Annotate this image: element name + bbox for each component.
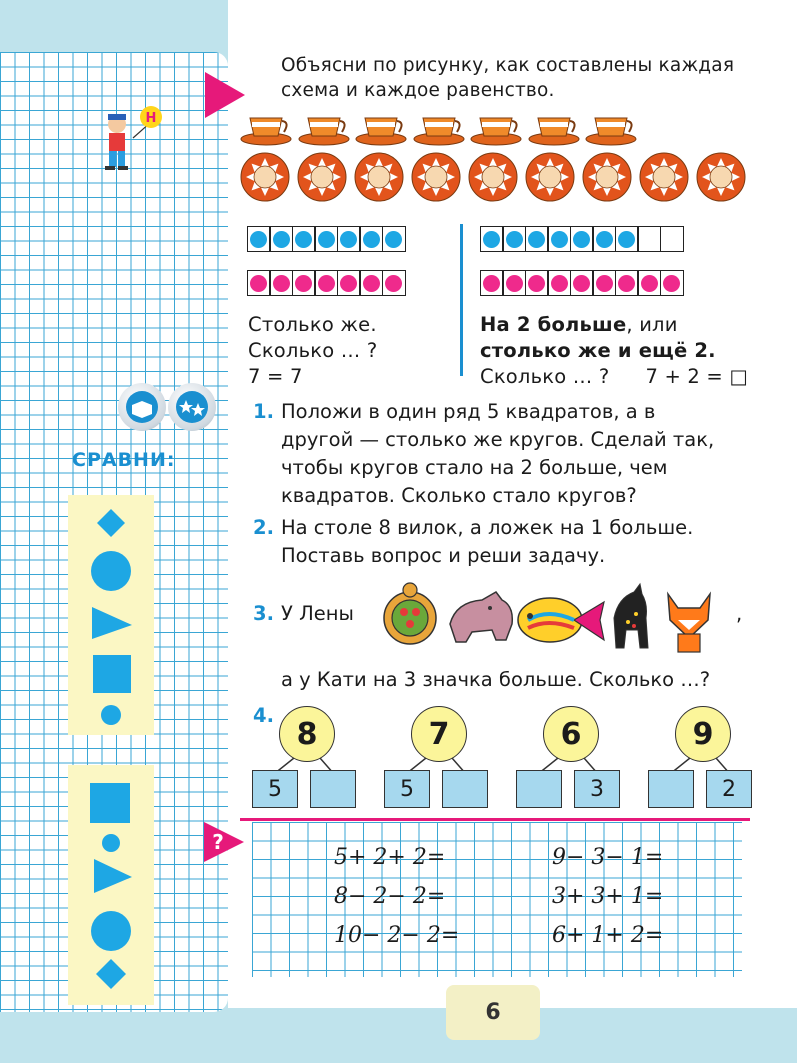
teacup-icon xyxy=(240,110,293,146)
scheme-dot xyxy=(250,275,267,292)
scheme-cell xyxy=(615,226,639,252)
expression-right-3: 6+ 1+ 2= xyxy=(552,923,664,948)
plate-icon xyxy=(240,152,290,202)
boy-with-balloon-icon xyxy=(95,100,165,180)
task-1-line-4: квадратов. Сколько стало кругов? xyxy=(281,484,637,507)
task-1-line-1: Положи в один ряд 5 квадратов, а в xyxy=(281,400,656,423)
scheme-cell xyxy=(592,270,616,296)
scheme-cell xyxy=(359,270,383,296)
tree-left-box[interactable] xyxy=(516,770,562,808)
scheme-dot xyxy=(506,275,523,292)
task-1-line-2: другой — столько же кругов. Сделай так, xyxy=(281,428,715,451)
rhino-badge-icon xyxy=(450,592,512,642)
page-number: 6 xyxy=(446,985,540,1040)
task-1-number: 1. xyxy=(253,400,274,423)
right-caption-bold-1: На 2 больше xyxy=(480,313,627,336)
tree-right-box[interactable] xyxy=(310,770,356,808)
scheme-dot xyxy=(273,231,290,248)
scheme-dot xyxy=(506,231,523,248)
intro-line-2: схема и каждое равенство. xyxy=(281,80,555,101)
plate-icon xyxy=(411,152,461,202)
scheme-dot xyxy=(295,231,312,248)
right-caption-rest-1: , или xyxy=(626,313,678,336)
scheme-cell xyxy=(502,226,526,252)
task-4-number-text: 4. xyxy=(253,704,274,727)
task-3-comma: , xyxy=(736,602,743,625)
square-shape xyxy=(90,783,130,823)
scheme-cell xyxy=(547,270,571,296)
triangle-shape xyxy=(92,607,132,639)
tree-top-number: 6 xyxy=(543,706,599,762)
horse-badge-icon xyxy=(614,584,648,648)
scheme-cell xyxy=(314,226,338,252)
pink-divider xyxy=(240,818,750,821)
book-icon xyxy=(118,383,166,431)
plate-icon xyxy=(468,152,518,202)
scheme-cell xyxy=(660,226,684,252)
pink-triangle-marker xyxy=(205,72,245,118)
scheme-cell xyxy=(247,270,271,296)
scheme-cell xyxy=(480,270,504,296)
scheme-cell xyxy=(570,270,594,296)
plate-icon xyxy=(639,152,689,202)
teacup-icon xyxy=(413,110,466,146)
expression-left-2: 8− 2− 2= xyxy=(334,884,446,909)
scheme-cell xyxy=(337,270,361,296)
task-3 xyxy=(253,600,354,628)
scheme-dot xyxy=(318,231,335,248)
left-scheme-caption xyxy=(248,312,377,390)
task-2-line-2: Поставь вопрос и реши задачу. xyxy=(281,544,606,567)
right-blue-dots-row xyxy=(481,226,684,252)
scheme-separator xyxy=(460,224,463,376)
tree-right-box[interactable]: 2 xyxy=(706,770,752,808)
scheme-cell xyxy=(660,270,684,296)
scheme-cell xyxy=(292,226,316,252)
scheme-dot xyxy=(573,275,590,292)
answer-grid xyxy=(252,822,742,977)
right-caption-question: Сколько … ? xyxy=(480,365,610,388)
right-scheme-caption xyxy=(480,312,750,390)
scheme-dot xyxy=(528,275,545,292)
scheme-dot xyxy=(483,275,500,292)
tree-left-box[interactable]: 5 xyxy=(252,770,298,808)
scheme-dot xyxy=(385,275,402,292)
scheme-dot xyxy=(618,275,635,292)
right-pink-dots-row xyxy=(481,270,684,296)
left-blue-dots-row xyxy=(248,226,406,252)
intro-text xyxy=(281,53,751,103)
left-pink-dots-row xyxy=(248,270,406,296)
teacup-icon xyxy=(585,110,638,146)
turtle-badge-icon xyxy=(384,583,436,644)
small-circle-shape xyxy=(102,834,120,852)
scheme-dot xyxy=(551,231,568,248)
scheme-dot xyxy=(618,231,635,248)
scheme-dot xyxy=(528,231,545,248)
scheme-cell xyxy=(292,270,316,296)
tree-top-number: 8 xyxy=(279,706,335,762)
right-caption-bold-2: столько же и ещё 2. xyxy=(480,339,716,362)
teacup-icon xyxy=(355,110,408,146)
scheme-dot xyxy=(363,231,380,248)
scheme-cell xyxy=(269,226,293,252)
expression-right-1: 9− 3− 1= xyxy=(552,845,664,870)
tree-top-number: 9 xyxy=(675,706,731,762)
scheme-dot xyxy=(641,275,658,292)
task-1-line-3: чтобы кругов стало на 2 больше, чем xyxy=(281,456,668,479)
task-2-line-1: На столе 8 вилок, а ложек на 1 больше. xyxy=(281,516,694,539)
scheme-cell xyxy=(547,226,571,252)
task-2-number: 2. xyxy=(253,516,274,539)
scheme-dot xyxy=(596,231,613,248)
balloon-letter: Н xyxy=(145,111,157,126)
scheme-cell xyxy=(359,226,383,252)
question-mark-text: ? xyxy=(212,830,224,854)
tree-right-box[interactable]: 3 xyxy=(574,770,620,808)
scheme-cell xyxy=(637,270,661,296)
plate-icon xyxy=(297,152,347,202)
expression-left-3: 10− 2− 2= xyxy=(334,923,460,948)
left-caption-line-1: Столько же. xyxy=(248,313,377,336)
task-1 xyxy=(253,398,753,510)
scheme-cell xyxy=(570,226,594,252)
tree-left-box[interactable]: 5 xyxy=(384,770,430,808)
scheme-cell xyxy=(525,270,549,296)
plate-icon xyxy=(525,152,575,202)
fox-badge-icon xyxy=(668,594,710,652)
scheme-dot xyxy=(340,231,357,248)
scheme-dot xyxy=(385,231,402,248)
circle-shape xyxy=(91,911,131,951)
question-marker-icon xyxy=(204,822,244,862)
fish-badge-icon xyxy=(518,598,604,642)
plate-icon xyxy=(696,152,746,202)
plate-icon xyxy=(354,152,404,202)
scheme-cell xyxy=(314,270,338,296)
scheme-dot xyxy=(295,275,312,292)
scheme-cell xyxy=(382,226,406,252)
scheme-dot xyxy=(340,275,357,292)
diamond-shape xyxy=(97,509,125,537)
circle-shape xyxy=(91,551,131,591)
task-3-line-2: а у Кати на 3 значка больше. Сколько …? xyxy=(281,668,711,691)
scheme-dot xyxy=(363,275,380,292)
scheme-cell xyxy=(592,226,616,252)
right-caption-equation: 7 + 2 = □ xyxy=(645,365,748,388)
expression-left-1: 5+ 2+ 2= xyxy=(334,845,446,870)
expression-right-2: 3+ 3+ 1= xyxy=(552,884,664,909)
intro-line-1: Объясни по рисунку, как составлены каждая xyxy=(281,55,735,76)
stars-icon xyxy=(168,383,216,431)
scheme-dot xyxy=(663,275,680,292)
plates-row xyxy=(240,152,746,202)
cups-row xyxy=(240,110,638,146)
small-circle-shape xyxy=(101,705,121,725)
scheme-cell xyxy=(502,270,526,296)
scheme-dot xyxy=(483,231,500,248)
task-3-line-1: У Лены xyxy=(281,602,354,625)
scheme-cell xyxy=(247,226,271,252)
task-2 xyxy=(253,514,753,570)
scheme-cell xyxy=(269,270,293,296)
tree-top-number: 7 xyxy=(411,706,467,762)
scheme-dot xyxy=(551,275,568,292)
scheme-cell xyxy=(525,226,549,252)
teacup-icon xyxy=(470,110,523,146)
left-caption-line-3: 7 = 7 xyxy=(248,365,303,388)
shape-column-1 xyxy=(68,495,154,735)
scheme-cell xyxy=(637,226,661,252)
teacup-icon xyxy=(528,110,581,146)
square-shape xyxy=(93,655,131,693)
scheme-dot xyxy=(273,275,290,292)
scheme-dot xyxy=(596,275,613,292)
teacup-icon xyxy=(298,110,351,146)
scheme-cell xyxy=(382,270,406,296)
scheme-cell xyxy=(480,226,504,252)
compare-label: СРАВНИ: xyxy=(72,449,176,471)
scheme-cell xyxy=(337,226,361,252)
triangle-shape xyxy=(94,859,132,893)
task-4-number xyxy=(253,702,274,730)
tree-right-box[interactable] xyxy=(442,770,488,808)
badges-illustration xyxy=(378,578,738,656)
scheme-cell xyxy=(615,270,639,296)
scheme-dot xyxy=(573,231,590,248)
task-3-number: 3. xyxy=(253,602,274,625)
scheme-dot xyxy=(250,231,267,248)
diamond-shape xyxy=(96,959,126,989)
shape-column-2 xyxy=(68,765,154,1005)
top-margin-strip xyxy=(0,0,228,52)
left-caption-line-2: Сколько … ? xyxy=(248,339,378,362)
plate-icon xyxy=(582,152,632,202)
tree-left-box[interactable] xyxy=(648,770,694,808)
scheme-dot xyxy=(318,275,335,292)
